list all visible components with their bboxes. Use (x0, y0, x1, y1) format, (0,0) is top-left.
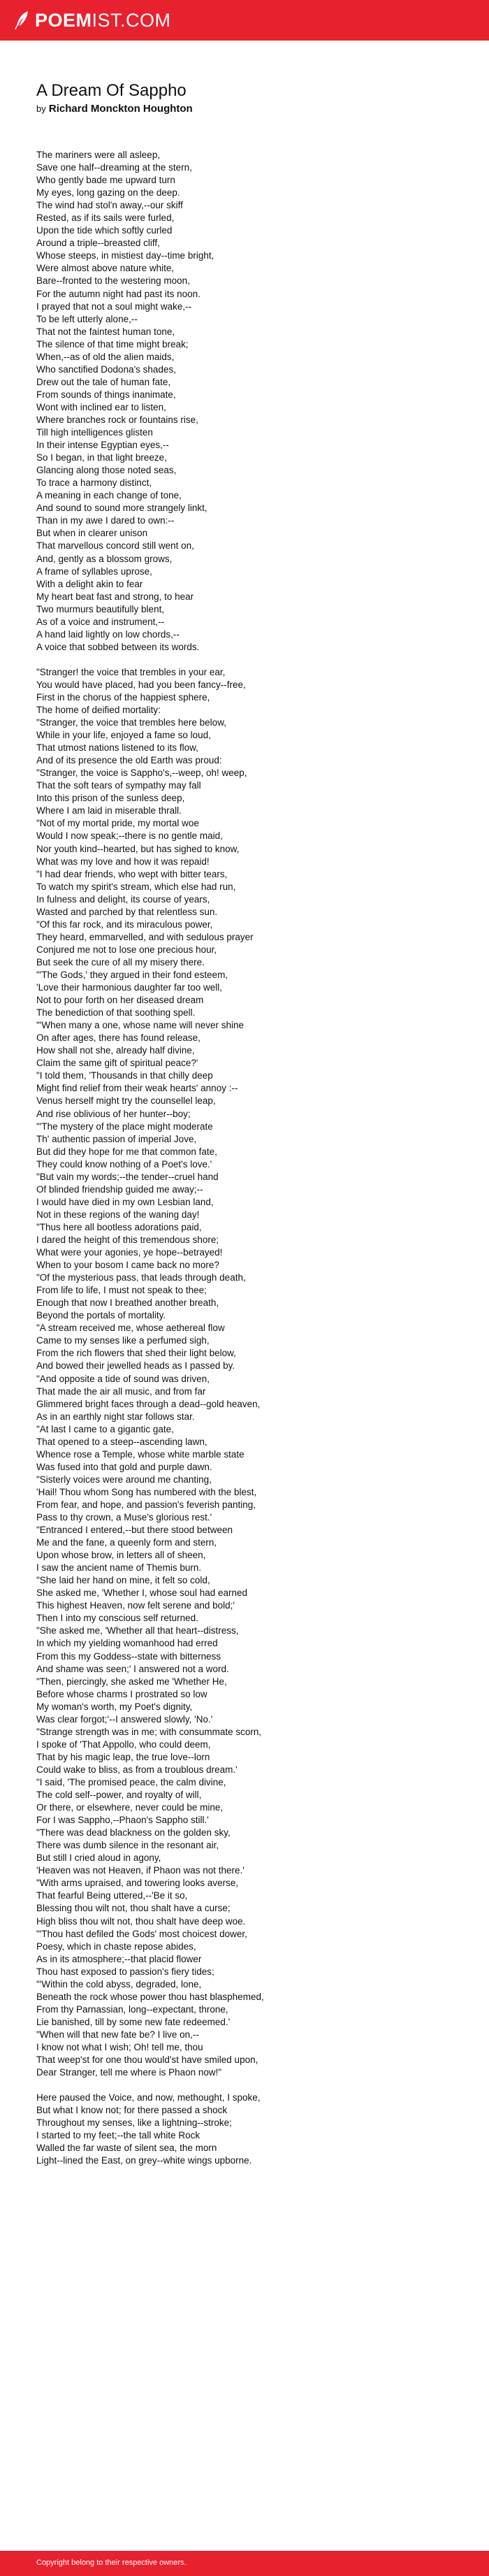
poem-line: Venus herself might try the counsellel leap, (36, 1095, 216, 1107)
poem-line: Save one half--dreaming at the stern, (36, 162, 192, 173)
poem-line: Glancing along those noted seas, (36, 465, 177, 476)
poem-line: There was dumb silence in the resonant air, (36, 1840, 219, 1851)
poem-title: A Dream Of Sappho (36, 81, 187, 100)
poem-line: "Sisterly voices were around me chanting, (36, 1474, 212, 1485)
poem-line: Thou hast exposed to passion's fiery tides; (36, 1966, 214, 1977)
poem-line: "And opposite a tide of sound was driven, (36, 1373, 210, 1384)
poem-line: "Then, piercingly, she asked me 'Whether He, (36, 1676, 227, 1687)
poem-line: "Stranger, the voice that trembles here below, (36, 717, 226, 728)
poem-line: And shame was seen;' I answered not a word. (36, 1663, 229, 1674)
poem-line: Light--lined the East, on grey--white wings upborne. (36, 2155, 252, 2166)
poem-line: In fulness and delight, its course of years, (36, 893, 210, 905)
poem-line: Th' authentic passion of imperial Jove, (36, 1133, 197, 1144)
poem-line: I would have died in my own Lesbian land, (36, 1196, 214, 1207)
poem-line: "'When many a one, whose name will never shine (36, 1020, 245, 1031)
poem-line: That marvellous concord still went on, (36, 540, 194, 552)
poem-line: Glimmered bright faces through a dead--gold heaven, (36, 1398, 261, 1409)
poem-line: Wasted and parched by that relentless sun. (36, 906, 218, 917)
poem-line: Upon whose brow, in letters all of sheen, (36, 1550, 206, 1561)
poem-line: What was my love and how it was repaid! (36, 856, 210, 867)
poem-line: From the rich flowers that shed their light below, (36, 1348, 236, 1359)
poem-line: Into this prison of the sunless deep, (36, 793, 185, 804)
site-logo[interactable] (14, 10, 171, 31)
top-bar (0, 0, 489, 41)
poem-line: Where branches rock or fountains rise, (36, 414, 198, 425)
poem-line: "Strange strength was in me; with consummate scorn, (36, 1726, 262, 1737)
poem-line: That utmost nations listened to its flow, (36, 742, 198, 754)
poem-line: That the soft tears of sympathy may fall (36, 780, 201, 791)
poem-line: "At last I came to a gigantic gate, (36, 1423, 174, 1434)
poem-line: But what I know not; for there passed a shock (36, 2105, 228, 2116)
poem-line: The wind had stol'n away,--our skiff (36, 200, 183, 211)
poem-line: When to your bosom I came back no more? (36, 1260, 219, 1271)
poem-line: From sounds of things inanimate, (36, 389, 176, 400)
poem-line: Nor youth kind--hearted, but has sighed to know, (36, 843, 240, 854)
poem-line: She asked me, 'Whether I, whose soul had earned (36, 1588, 248, 1599)
poem-line: You would have placed, had you been fancy--free, (36, 679, 246, 690)
poem-line: Beneath the rock whose power thou hast blasphemed, (36, 1991, 264, 2002)
poem-line: That by his magic leap, the true love--lorn (36, 1751, 210, 1762)
poem-line: Claim the same gift of spiritual peace?' (36, 1058, 198, 1069)
poem-line: "'The mystery of the place might moderate (36, 1121, 213, 1132)
poem-line: The home of deified mortality: (36, 705, 161, 716)
poem-line: "Stranger! the voice that trembles in your ear, (36, 666, 226, 677)
poem-line: Rested, as if its sails were furled, (36, 213, 175, 224)
poem-line: Not in these regions of the waning day! (36, 1209, 200, 1220)
poem-line: "With arms upraised, and towering looks averse, (36, 1878, 239, 1889)
poem-line: That fearful Being uttered,--'Be it so, (36, 1890, 188, 1901)
poem-line: Were almost above nature white, (36, 263, 175, 274)
poem-line: "I told them, 'Thousands in that chilly deep (36, 1070, 213, 1081)
poem-line: Was fused into that gold and purple dawn. (36, 1461, 212, 1472)
poem-line: The silence of that time might break; (36, 338, 189, 350)
poem-line: Not to pour forth on her diseased dream (36, 995, 204, 1006)
poem-line: To trace a harmony distinct, (36, 477, 152, 489)
poem-line: My woman's worth, my Poet's dignity, (36, 1701, 193, 1712)
poem-line: This highest Heaven, now felt serene and bold;' (36, 1600, 235, 1611)
poem-line: And, gently as a blossom grows, (36, 553, 173, 564)
poem-line: Who sanctified Dodona's shades, (36, 364, 176, 375)
poem-line: Till high intelligences glisten (36, 427, 153, 438)
poem-line: I started to my feet;--the tall white Rock (36, 2130, 200, 2141)
poem-line: What were your agonies, ye hope--betrayed! (36, 1247, 223, 1258)
poem-line: "She asked me, 'Whether all that heart--distress, (36, 1625, 239, 1636)
byline (36, 102, 455, 116)
poem-line: I prayed that not a soul might wake,-- (36, 301, 192, 312)
poem-line: While in your life, enjoyed a fame so loud, (36, 730, 211, 741)
poem-line: "Not of my mortal pride, my mortal woe (36, 818, 199, 829)
poem-line: Might find relief from their weak hearts' annoy :-- (36, 1083, 238, 1094)
poem-line: Lie banished, till by some new fate redeemed.' (36, 2016, 231, 2027)
poem-line: "There was dead blackness on the golden sky, (36, 1827, 231, 1839)
poem-line: Upon the tide which softly curled (36, 225, 173, 236)
poem-line: 'Heaven was not Heaven, if Phaon was not there.' (36, 1865, 245, 1876)
poem-line: "I said, 'The promised peace, the calm divine, (36, 1777, 226, 1787)
copyright-text: Copyright belong to their respective owners. (36, 2559, 187, 2567)
poem-line: My eyes, long gazing on the deep. (36, 187, 180, 199)
poem-line: A meaning in each change of tone, (36, 490, 182, 501)
poem-line: The mariners were all asleep, (36, 150, 161, 160)
poem-line: Blessing thou wilt not, thou shalt have a curse; (36, 1903, 231, 1914)
poem-line: Conjured me not to lose one precious hour, (36, 944, 217, 955)
poem-line: "Stranger, the voice is Sappho's,--weep, oh! weep, (36, 768, 247, 779)
poem-line: 'Hail! Thou whom Song has numbered with the blest, (36, 1486, 257, 1497)
poem-line: But did they hope for me that common fate, (36, 1146, 217, 1157)
poem-line: A frame of syllables uprose, (36, 566, 152, 577)
poem-line: When,--as of old the alien maids, (36, 351, 175, 362)
poem-line: Who gently bade me upward turn (36, 175, 175, 186)
poem-line: That not the faintest human tone, (36, 326, 175, 337)
poem-line: I spoke of 'That Appollo, who could deem, (36, 1739, 211, 1750)
poem-line: I saw the ancient name of Themis burn. (36, 1562, 202, 1574)
poem-line: Whose steeps, in mistiest day--time bright, (36, 250, 214, 261)
poem-stanza (36, 666, 455, 2079)
author-link[interactable]: Richard Monckton Houghton (48, 103, 193, 115)
poem-line: Poesy, which in chaste repose abides, (36, 1941, 196, 1952)
poem-line: But seek the cure of all my misery there. (36, 956, 205, 967)
poem-line: First in the chorus of the happiest sphere, (36, 691, 210, 703)
poem-line: Me and the fane, a queenly form and stern, (36, 1537, 217, 1548)
poem-line: Enough that now I breathed another breath, (36, 1297, 219, 1309)
poem-line: From life to life, I must not speak to thee; (36, 1285, 207, 1296)
poem-line: Drew out the tale of human fate, (36, 376, 171, 387)
poem-line: Where I am laid in miserable thrall. (36, 805, 182, 816)
poem-line: My heart beat fast and strong, to hear (36, 591, 194, 602)
poem-line: A hand laid lightly on low chords,-- (36, 628, 180, 640)
poem-content (36, 81, 455, 2180)
poem-line: I know not what I wish; Oh! tell me, thou (36, 2041, 203, 2052)
poem-line: The benediction of that soothing spell. (36, 1007, 196, 1019)
poem-stanza (36, 149, 455, 654)
poem-line: From fear, and hope, and passion's feverish panting, (36, 1499, 256, 1510)
poem-line: That weep'st for one thou would'st have smiled upon, (36, 2055, 258, 2066)
poem-line: "When will that new fate be? I live on,-- (36, 2029, 199, 2040)
poem-line: Throughout my senses, like a lightning--stroke; (36, 2117, 232, 2129)
poem-line: And bowed their jewelled heads as I passed by. (36, 1360, 235, 1372)
poem-line: As in its atmosphere;--that placid flower (36, 1953, 202, 1964)
poem-line: As in an earthly night star follows star. (36, 1411, 195, 1422)
poem-line: They could know nothing of a Poet's love.' (36, 1158, 212, 1170)
poem-line: Then I into my conscious self returned. (36, 1613, 198, 1624)
poem-line: With a delight akin to fear (36, 578, 143, 589)
poem-line: "Of this far rock, and its miraculous power, (36, 919, 213, 930)
poem-line: Beyond the portals of mortality. (36, 1310, 166, 1321)
poem-line: How shall not she, already half divine, (36, 1045, 195, 1056)
poem-line: To be left utterly alone,-- (36, 313, 138, 324)
poem-body (36, 149, 455, 2167)
poem-line: "But vain my words;--the tender--cruel hand (36, 1171, 219, 1182)
poem-line: "I had dear friends, who wept with bitter tears, (36, 868, 228, 879)
poem-line: Walled the far waste of silent sea, the morn (36, 2143, 217, 2154)
poem-line: So I began, in that light breeze, (36, 452, 167, 463)
poem-line: The cold self--power, and royalty of will, (36, 1790, 202, 1801)
poem-line: I dared the height of this tremendous shore; (36, 1234, 219, 1245)
poem-line: That opened to a steep--ascending lawn, (36, 1436, 207, 1447)
poem-line: Or there, or elsewhere, never could be mine, (36, 1802, 224, 1813)
poem-line: Around a triple--breasted cliff, (36, 238, 160, 249)
poem-line: As of a voice and instrument,-- (36, 616, 165, 627)
poem-line: Bare--fronted to the westering moon, (36, 275, 190, 287)
poem-line: "A stream received me, whose aethereal flow (36, 1323, 225, 1334)
poem-line: Here paused the Voice, and now, methought, I spoke, (36, 2092, 261, 2103)
poem-line: In which my yielding womanhood had erred (36, 1638, 218, 1649)
poem-line: "Of the mysterious pass, that leads through death, (36, 1272, 246, 1283)
poem-line: "Entranced I entered,--but there stood between (36, 1525, 233, 1536)
poem-line: Dear Stranger, tell me where is Phaon now!" (36, 2067, 222, 2078)
poem-line: For the autumn night had past its noon. (36, 288, 200, 299)
poem-line: From this my Goddess--state with bitterness (36, 1650, 221, 1662)
poem-line: Whence rose a Temple, whose white marble state (36, 1448, 245, 1460)
quill-icon (14, 10, 31, 30)
poem-stanza (36, 2092, 455, 2167)
poem-line: A voice that sobbed between its words. (36, 641, 200, 652)
poem-line: Could wake to bliss, as from a troublous dream.' (36, 1764, 238, 1775)
footer-bar (0, 2551, 489, 2576)
poem-line: Would I now speak;--there is no gentle maid, (36, 830, 223, 842)
poem-line: 'Love their harmonious daughter far too well, (36, 982, 222, 993)
poem-line: "She laid her hand on mine, it felt so cold, (36, 1575, 210, 1586)
poem-line: Pass to thy crown, a Muse's glorious rest.' (36, 1512, 212, 1523)
poem-line: Two murmurs beautifully blent, (36, 603, 165, 614)
poem-line: Than in my awe I dared to own:-- (36, 515, 175, 526)
poem-line: They heard, emmarvelled, and with sedulous prayer (36, 931, 254, 942)
poem-line: "Thus here all bootless adorations paid, (36, 1221, 202, 1232)
poem-line: Was clear forgot;'--I answered slowly, 'No.' (36, 1713, 213, 1725)
by-label: by (36, 103, 46, 114)
poem-line: High bliss thou wilt not, thou shalt have deep woe. (36, 1915, 246, 1927)
poem-line: On after ages, there has found release, (36, 1032, 200, 1044)
poem-line: Wont with inclined ear to listen, (36, 401, 166, 412)
poem-line: And rise oblivious of her hunter--boy; (36, 1108, 191, 1119)
poem-line: But still I cried aloud in agony, (36, 1852, 161, 1864)
logo-wordmark: POEMIST.COM (35, 10, 171, 31)
poem-line: From thy Parnassian, long--expectant, throne, (36, 2003, 228, 2015)
poem-line: "'The Gods,' they argued in their fond esteem, (36, 970, 228, 980)
poem-line: In their intense Egyptian eyes,-- (36, 440, 169, 451)
poem-line: "'Thou hast defiled the Gods' most choicest dower, (36, 1928, 247, 1939)
poem-line: Came to my senses like a perfumed sigh, (36, 1335, 210, 1346)
poem-line: Before whose charms I prostrated so low (36, 1688, 207, 1699)
poem-line: "'Within the cold abyss, degraded, lone, (36, 1978, 202, 1989)
poem-line: To watch my spirit's stream, which else had run, (36, 881, 236, 892)
poem-line: And sound to sound more strangely linkt, (36, 503, 207, 514)
poem-line: And of its presence the old Earth was proud: (36, 755, 222, 766)
poem-line: For I was Sappho,--Phaon's Sappho still.' (36, 1815, 209, 1826)
poem-line: But when in clearer unison (36, 528, 148, 539)
poem-line: That made the air all music, and from far (36, 1386, 206, 1397)
poem-line: Of blinded friendship guided me away;-- (36, 1183, 203, 1195)
